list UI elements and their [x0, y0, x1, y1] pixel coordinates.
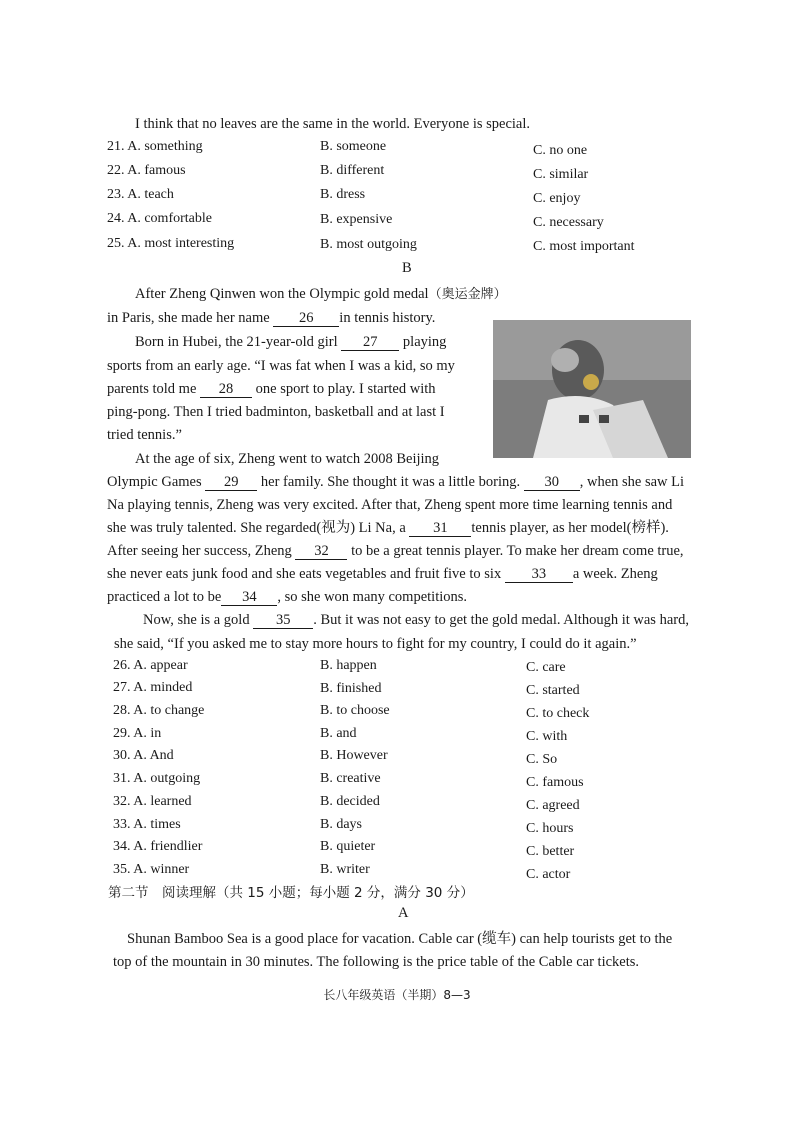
- option-26c: C. care: [526, 660, 566, 675]
- passage-line: At the age of six, Zheng went to watch 2008 Beijing: [135, 451, 440, 467]
- blank-31[interactable]: 31: [409, 520, 471, 537]
- passage-text: After seeing her success, Zheng: [107, 543, 292, 559]
- option-21c: C. no one: [533, 143, 588, 158]
- passage-text: a week. Zheng: [572, 566, 658, 582]
- option-32a: 32. A. learned: [113, 794, 192, 809]
- passage-line: [107, 564, 658, 584]
- option-22a: 22. A. famous: [107, 163, 186, 178]
- blank-32[interactable]: 32: [295, 543, 347, 560]
- option-35a: 35. A. winner: [113, 862, 190, 877]
- option-24c: C. necessary: [533, 215, 604, 230]
- passage-text: tennis player, as her model(榜样).: [471, 520, 669, 536]
- passage-line: [107, 541, 684, 561]
- blank-28[interactable]: 28: [200, 381, 252, 398]
- page-footer: 长八年级英语（半期）8—3: [323, 988, 471, 1002]
- option-23c: C. enjoy: [533, 191, 581, 206]
- blank-34[interactable]: 34: [221, 589, 277, 606]
- section-b-label: B: [402, 260, 412, 276]
- athlete-photo: [493, 320, 691, 458]
- passage-line: sports from an early age. “I was fat when I was a kid, so my: [107, 358, 455, 374]
- option-31c: C. famous: [526, 775, 584, 790]
- athlete-photo-icon: [493, 320, 691, 458]
- passage-text: playing: [402, 334, 447, 350]
- passage-text: she never eats junk food and she eats vegetables and fruit five to six: [107, 566, 502, 582]
- passage-line: [143, 610, 689, 630]
- option-31b: B. creative: [320, 771, 381, 786]
- passage-text: Born in Hubei, the 21-year-old girl: [135, 334, 338, 350]
- option-21b: B. someone: [320, 139, 387, 154]
- option-24a: 24. A. comfortable: [107, 211, 212, 226]
- passage-text: practiced a lot to be: [107, 589, 222, 605]
- passage-line: [135, 284, 507, 305]
- option-27b: B. finished: [320, 681, 382, 696]
- option-28a: 28. A. to change: [113, 703, 205, 718]
- reading-line: Shunan Bamboo Sea is a good place for vacation. Cable car (缆车) can help tourists get to the: [127, 931, 673, 947]
- blank-26[interactable]: 26: [273, 310, 339, 327]
- option-28c: C. to check: [526, 706, 590, 721]
- option-30c: C. So: [526, 752, 558, 767]
- option-26b: B. happen: [320, 658, 377, 673]
- option-29a: 29. A. in: [113, 726, 162, 741]
- passage-text: she was truly talented. She regarded(视为) Li Na, a: [107, 520, 406, 536]
- passage-line: [107, 308, 435, 328]
- option-24b: B. expensive: [320, 212, 393, 227]
- option-30b: B. However: [320, 748, 388, 763]
- passage-line: [107, 472, 684, 492]
- passage-text: After Zheng Qinwen won the Olympic gold medal: [135, 286, 429, 302]
- option-30a: 30. A. And: [113, 748, 174, 763]
- blank-30[interactable]: 30: [524, 474, 580, 491]
- passage-text: one sport to play. I started with: [255, 381, 436, 397]
- passage-line: [107, 587, 467, 607]
- option-35c: C. actor: [526, 867, 571, 882]
- passage-text: in tennis history.: [339, 310, 436, 326]
- option-34c: C. better: [526, 844, 575, 859]
- option-29b: B. and: [320, 726, 357, 741]
- option-23b: B. dress: [320, 187, 366, 202]
- section2-heading: 第二节 阅读理解（共 15 小题；每小题 2 分，满分 30 分）: [108, 885, 474, 901]
- option-33a: 33. A. times: [113, 817, 181, 832]
- passage-text: Now, she is a gold: [143, 612, 250, 628]
- option-23a: 23. A. teach: [107, 187, 174, 202]
- passage-text: . But it was not easy to get the gold medal. Although it was hard,: [313, 612, 689, 628]
- option-21a: 21. A. something: [107, 139, 203, 154]
- passage-cn-gloss: （奥运金牌）: [428, 287, 507, 302]
- passage-text: in Paris, she made her name: [107, 310, 270, 326]
- passage-text: , when she saw Li: [579, 474, 685, 490]
- option-34a: 34. A. friendlier: [113, 839, 203, 854]
- option-22b: B. different: [320, 163, 385, 178]
- passage-text: her family. She thought it was a little boring.: [260, 474, 521, 490]
- passage-text: to be a great tennis player. To make her dream come true,: [351, 543, 684, 559]
- option-25b: B. most outgoing: [320, 237, 417, 252]
- option-26a: 26. A. appear: [113, 658, 188, 673]
- passage-text: parents told me: [107, 381, 197, 397]
- passage-line: [107, 379, 436, 399]
- option-22c: C. similar: [533, 167, 589, 182]
- option-25a: 25. A. most interesting: [107, 236, 235, 251]
- passage-text: , so she won many competitions.: [277, 589, 468, 605]
- passage-line: [135, 332, 446, 352]
- option-28b: B. to choose: [320, 703, 390, 718]
- passage-line: ping-pong. Then I tried badminton, basketball and at last I: [107, 404, 445, 420]
- option-27c: C. started: [526, 683, 580, 698]
- blank-33[interactable]: 33: [505, 566, 573, 583]
- blank-29[interactable]: 29: [205, 474, 257, 491]
- reading-line: top of the mountain in 30 minutes. The following is the price table of the Cable car tickets.: [113, 954, 640, 970]
- blank-27[interactable]: 27: [341, 334, 399, 351]
- intro-line: I think that no leaves are the same in the world. Everyone is special.: [135, 116, 530, 132]
- option-29c: C. with: [526, 729, 568, 744]
- option-35b: B. writer: [320, 862, 370, 877]
- option-25c: C. most important: [533, 239, 635, 254]
- section-a-label: A: [398, 905, 409, 921]
- option-31a: 31. A. outgoing: [113, 771, 201, 786]
- option-34b: B. quieter: [320, 839, 376, 854]
- option-32b: B. decided: [320, 794, 380, 809]
- passage-text: Olympic Games: [107, 474, 202, 490]
- passage-line: [107, 518, 669, 538]
- option-33b: B. days: [320, 817, 362, 832]
- passage-line: she said, “If you asked me to stay more hours to fight for my country, I could do it again.”: [114, 636, 637, 652]
- option-27a: 27. A. minded: [113, 680, 193, 695]
- passage-line: Na playing tennis, Zheng was very excited. After that, Zheng spent more time learning tennis and: [107, 497, 673, 513]
- option-33c: C. hours: [526, 821, 574, 836]
- option-32c: C. agreed: [526, 798, 580, 813]
- passage-line: tried tennis.”: [107, 427, 182, 443]
- blank-35[interactable]: 35: [253, 612, 313, 629]
